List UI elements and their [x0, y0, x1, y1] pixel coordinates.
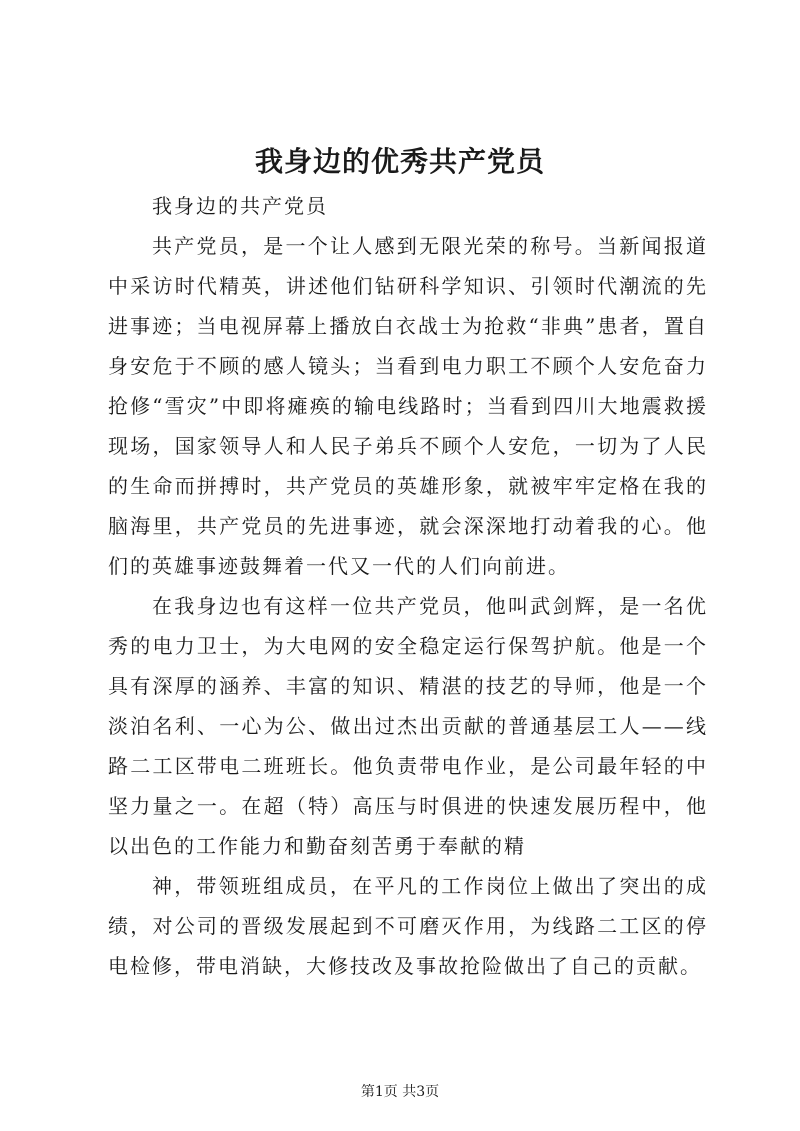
document-title: 我身边的优秀共产党员	[254, 145, 545, 178]
subtitle-paragraph: 我身边的共产党员	[152, 194, 328, 218]
body-paragraph: 共产党员，是一个让人感到无限光荣的称号。当新闻报道中采访时代精英，讲述他们钻研科学知识、引领时代潮流的先进事迹；当电视屏幕上播放白衣战士为抢救“非典”患者，置自身安危于不顾的感人镜头；当看到电力职工不顾个人安危奋力抢修“雪灾”中即将瘫痪的输电线路时；当看到四川大地震救援现场，国家领导人和人民子弟兵不顾个人安危，一切为了人民的生命而拼搏时，共产党员的英雄形象，就被牢牢定格在我的脑海里，共产党员的先进事迹，就会深深地打动着我的心。他们的英雄事迹鼓舞着一代又一代的人们向前进。	[108, 234, 708, 578]
body-paragraph: 神，带领班组成员，在平凡的工作岗位上做出了突出的成绩，对公司的晋级发展起到不可磨灭作用，为线路二工区的停电检修，带电消缺，大修技改及事故抢险做出了自己的贡献。	[108, 874, 708, 978]
body-paragraph: 在我身边也有这样一位共产党员，他叫武剑辉，是一名优秀的电力卫士，为大电网的安全稳定运行保驾护航。他是一个具有深厚的涵养、丰富的知识、精湛的技艺的导师，他是一个淡泊名利、一心为公、做出过杰出贡献的普通基层工人——线路二工区带电二班班长。他负责带电作业，是公司最年轻的中坚力量之一。在超（特）高压与时俱进的快速发展历程中，他以出色的工作能力和勤奋刻苦勇于奉献的精	[108, 594, 708, 858]
page-number-footer: 第1页 共3页	[360, 1084, 440, 1100]
document-body	[108, 186, 708, 986]
